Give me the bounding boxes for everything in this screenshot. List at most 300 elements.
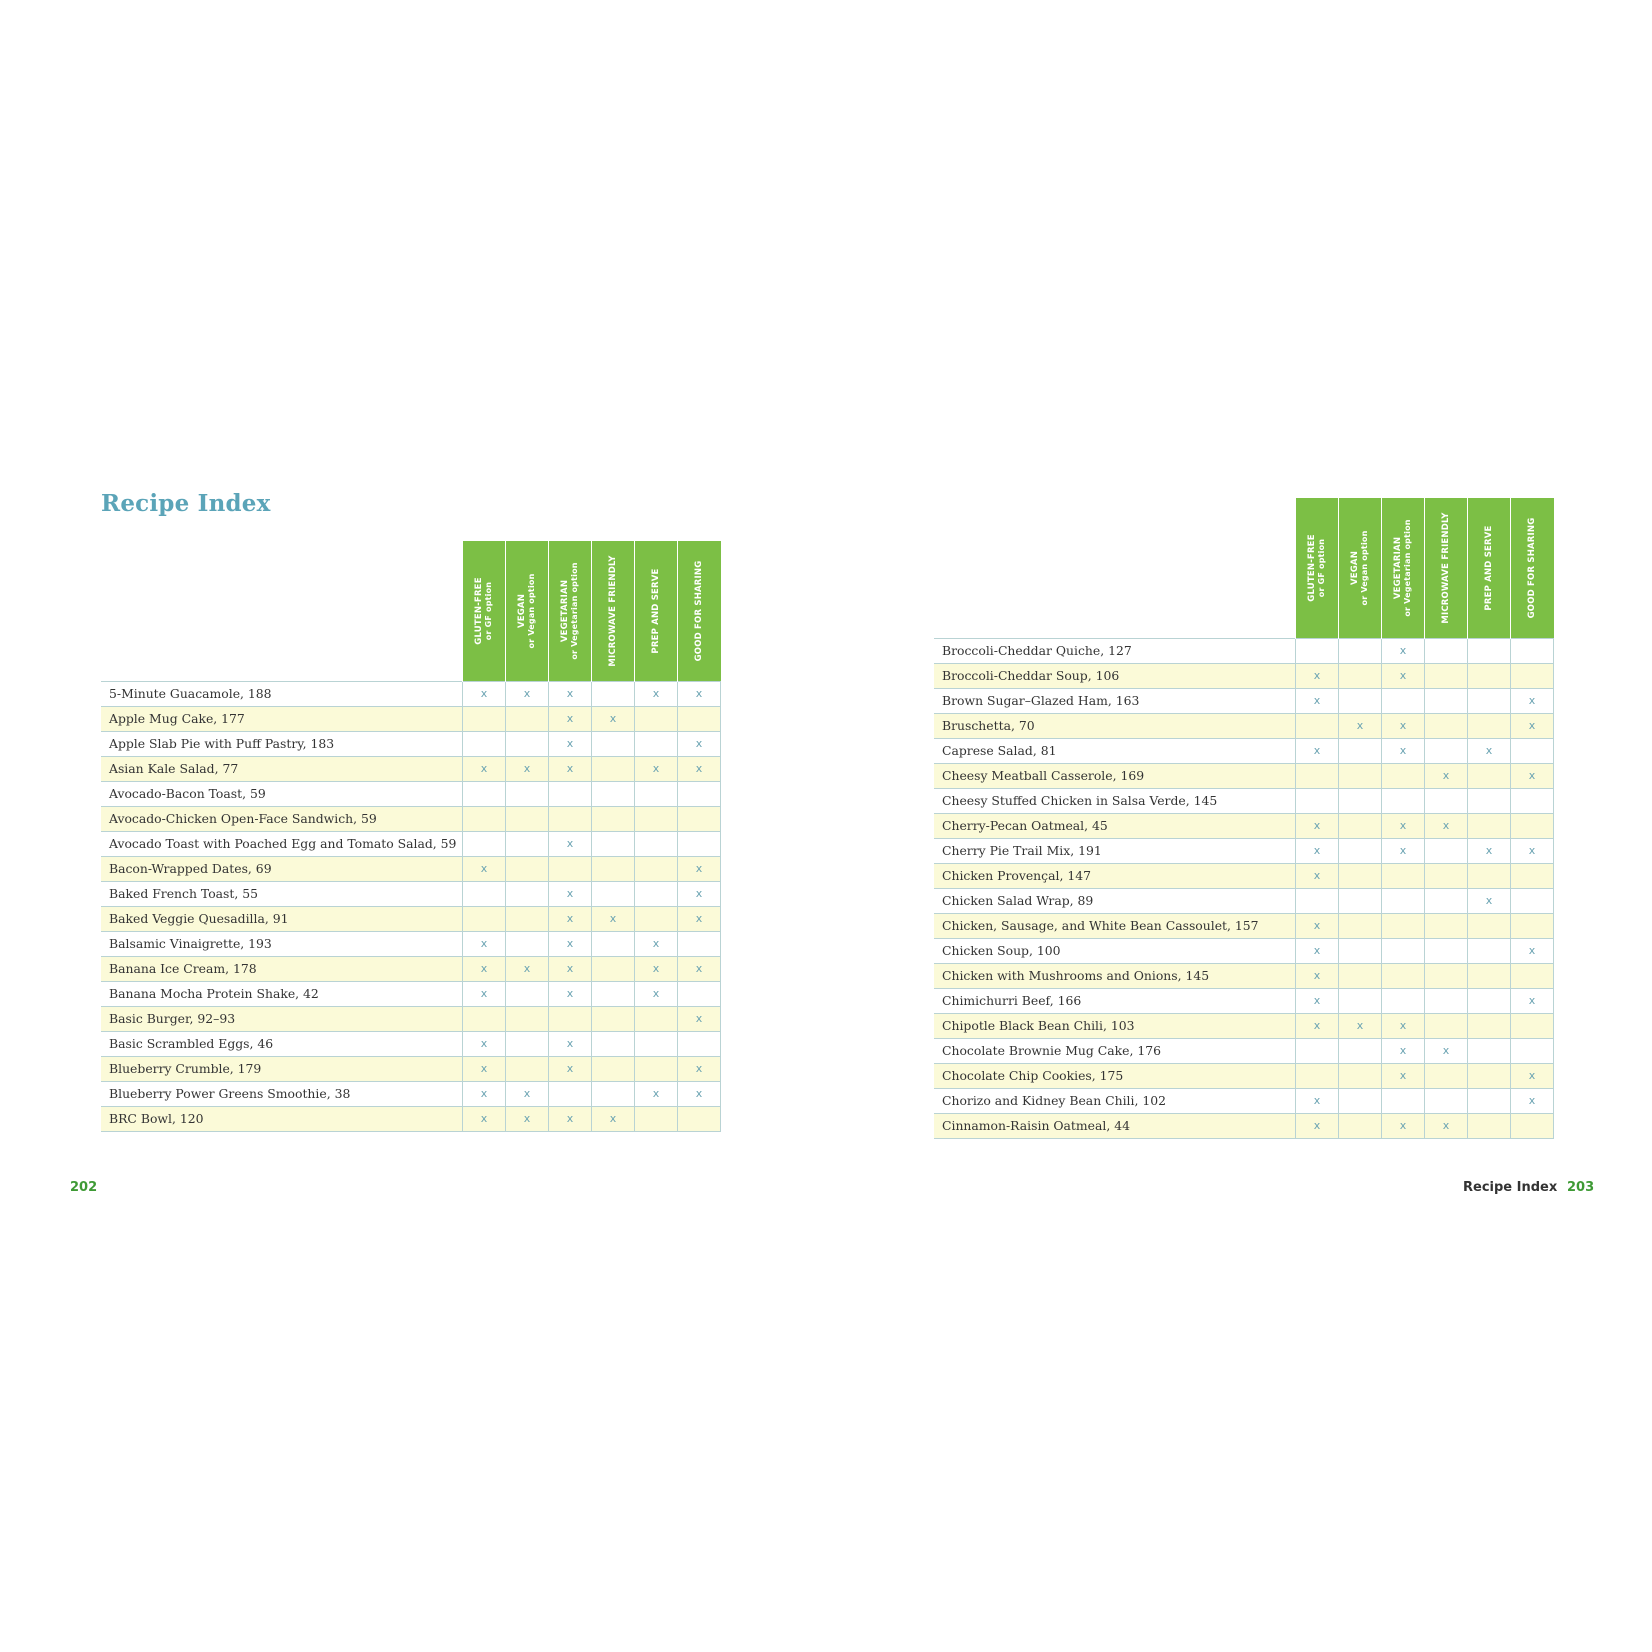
check-mark: x	[1399, 844, 1407, 857]
table-header	[934, 498, 1554, 639]
mark-cell	[463, 707, 506, 732]
mark-cell	[506, 732, 549, 757]
mark-cell	[1339, 889, 1382, 914]
column-header-prep-and-serve	[635, 541, 678, 682]
check-mark: x	[566, 1037, 574, 1050]
mark-cell	[463, 857, 506, 882]
mark-cell	[1468, 989, 1511, 1014]
mark-cell	[1425, 639, 1468, 664]
mark-cell	[1468, 839, 1511, 864]
check-mark: x	[695, 1012, 703, 1025]
mark-cell	[1425, 1064, 1468, 1089]
mark-cell	[549, 1032, 592, 1057]
check-mark: x	[480, 762, 488, 775]
check-mark: x	[652, 962, 660, 975]
mark-cell	[1511, 689, 1554, 714]
mark-cell	[1511, 639, 1554, 664]
column-sublabel: or Vegan option	[527, 573, 536, 649]
mark-cell	[1425, 739, 1468, 764]
mark-cell	[678, 707, 721, 732]
mark-cell	[463, 932, 506, 957]
mark-cell	[1382, 989, 1425, 1014]
mark-cell	[592, 1082, 635, 1107]
mark-cell	[1425, 839, 1468, 864]
check-mark: x	[566, 887, 574, 900]
mark-cell	[549, 732, 592, 757]
mark-cell	[592, 882, 635, 907]
mark-cell	[635, 707, 678, 732]
column-header-good-for-sharing	[1511, 498, 1554, 639]
check-mark: x	[523, 762, 531, 775]
check-mark: x	[1528, 944, 1536, 957]
table-row	[934, 914, 1554, 939]
recipe-name: Bruschetta, 70	[934, 714, 1296, 739]
check-mark: x	[480, 862, 488, 875]
check-mark: x	[480, 987, 488, 1000]
mark-cell	[1511, 914, 1554, 939]
check-mark: x	[566, 737, 574, 750]
running-head: Recipe Index	[1463, 1180, 1558, 1195]
check-mark: x	[480, 1037, 488, 1050]
column-header-vegetarian	[549, 541, 592, 682]
mark-cell	[549, 932, 592, 957]
mark-cell	[463, 1082, 506, 1107]
check-mark: x	[695, 912, 703, 925]
check-mark: x	[695, 1087, 703, 1100]
recipe-name: Baked French Toast, 55	[101, 882, 463, 907]
column-label: PREP AND SERVE	[651, 568, 661, 654]
mark-cell	[592, 857, 635, 882]
mark-cell	[1296, 664, 1339, 689]
mark-cell	[463, 907, 506, 932]
mark-cell	[549, 832, 592, 857]
mark-cell	[549, 757, 592, 782]
mark-cell	[549, 1107, 592, 1132]
table-row	[101, 782, 721, 807]
mark-cell	[635, 732, 678, 757]
mark-cell	[1468, 914, 1511, 939]
mark-cell	[463, 1032, 506, 1057]
check-mark: x	[652, 762, 660, 775]
check-mark: x	[566, 912, 574, 925]
mark-cell	[592, 1007, 635, 1032]
mark-cell	[549, 882, 592, 907]
mark-cell	[1511, 864, 1554, 889]
check-mark: x	[1313, 969, 1321, 982]
mark-cell	[592, 957, 635, 982]
table-row	[934, 789, 1554, 814]
recipe-name: Avocado-Chicken Open-Face Sandwich, 59	[101, 807, 463, 832]
column-sublabel: or GF option	[484, 581, 493, 641]
mark-cell	[549, 782, 592, 807]
mark-cell	[1382, 914, 1425, 939]
mark-cell	[1296, 1039, 1339, 1064]
check-mark: x	[1485, 844, 1493, 857]
mark-cell	[1425, 714, 1468, 739]
mark-cell	[678, 982, 721, 1007]
mark-cell	[1511, 664, 1554, 689]
mark-cell	[506, 807, 549, 832]
mark-cell	[1468, 939, 1511, 964]
mark-cell	[506, 1107, 549, 1132]
mark-cell	[506, 832, 549, 857]
mark-cell	[592, 807, 635, 832]
mark-cell	[1339, 839, 1382, 864]
mark-cell	[506, 1007, 549, 1032]
check-mark: x	[1442, 819, 1450, 832]
mark-cell	[1382, 639, 1425, 664]
check-mark: x	[1399, 719, 1407, 732]
recipe-index-table-left	[101, 541, 721, 1132]
recipe-name: Bacon-Wrapped Dates, 69	[101, 857, 463, 882]
mark-cell	[635, 982, 678, 1007]
table-row	[934, 664, 1554, 689]
mark-cell	[463, 1107, 506, 1132]
mark-cell	[1296, 839, 1339, 864]
table-row	[934, 1014, 1554, 1039]
mark-cell	[506, 682, 549, 707]
mark-cell	[592, 757, 635, 782]
mark-cell	[463, 732, 506, 757]
mark-cell	[1339, 964, 1382, 989]
mark-cell	[1468, 689, 1511, 714]
mark-cell	[635, 782, 678, 807]
mark-cell	[506, 707, 549, 732]
page-title: Recipe Index	[101, 490, 271, 517]
mark-cell	[1425, 814, 1468, 839]
mark-cell	[678, 782, 721, 807]
recipe-name: Chipotle Black Bean Chili, 103	[934, 1014, 1296, 1039]
mark-cell	[1296, 1014, 1339, 1039]
table-row	[934, 764, 1554, 789]
check-mark: x	[1313, 869, 1321, 882]
mark-cell	[1382, 1039, 1425, 1064]
mark-cell	[506, 757, 549, 782]
table-row	[934, 1089, 1554, 1114]
recipe-name: Baked Veggie Quesadilla, 91	[101, 907, 463, 932]
check-mark: x	[480, 937, 488, 950]
mark-cell	[1339, 664, 1382, 689]
check-mark: x	[480, 687, 488, 700]
mark-cell	[1296, 814, 1339, 839]
column-label: GOOD FOR SHARING	[1527, 517, 1538, 619]
mark-cell	[635, 932, 678, 957]
column-label: VEGETARIAN	[560, 579, 570, 643]
column-header-vegan	[506, 541, 549, 682]
mark-cell	[592, 832, 635, 857]
mark-cell	[592, 732, 635, 757]
check-mark: x	[1313, 669, 1321, 682]
table-row	[934, 964, 1554, 989]
check-mark: x	[1313, 919, 1321, 932]
mark-cell	[635, 1032, 678, 1057]
column-label: MICROWAVE FRIENDLY	[1441, 512, 1451, 624]
mark-cell	[592, 932, 635, 957]
mark-cell	[1339, 1039, 1382, 1064]
table-row	[934, 1064, 1554, 1089]
mark-cell	[463, 757, 506, 782]
check-mark: x	[1313, 1119, 1321, 1132]
mark-cell	[1339, 789, 1382, 814]
recipe-name: Broccoli-Cheddar Quiche, 127	[934, 639, 1296, 664]
check-mark: x	[1528, 844, 1536, 857]
mark-cell	[1296, 689, 1339, 714]
check-mark: x	[1528, 769, 1536, 782]
mark-cell	[1296, 789, 1339, 814]
mark-cell	[1511, 1114, 1554, 1139]
check-mark: x	[1313, 819, 1321, 832]
mark-cell	[592, 707, 635, 732]
recipe-name: Avocado-Bacon Toast, 59	[101, 782, 463, 807]
mark-cell	[1425, 1114, 1468, 1139]
table-row	[101, 1082, 721, 1107]
mark-cell	[1468, 889, 1511, 914]
mark-cell	[678, 1007, 721, 1032]
column-label: MICROWAVE FRIENDLY	[608, 555, 618, 667]
recipe-name: Caprese Salad, 81	[934, 739, 1296, 764]
recipe-name: Cherry-Pecan Oatmeal, 45	[934, 814, 1296, 839]
mark-cell	[463, 882, 506, 907]
check-mark: x	[1485, 894, 1493, 907]
table-row	[101, 757, 721, 782]
mark-cell	[1468, 639, 1511, 664]
mark-cell	[1296, 989, 1339, 1014]
mark-cell	[1425, 1014, 1468, 1039]
mark-cell	[592, 1057, 635, 1082]
mark-cell	[1468, 1089, 1511, 1114]
mark-cell	[463, 957, 506, 982]
check-mark: x	[523, 687, 531, 700]
check-mark: x	[1442, 769, 1450, 782]
mark-cell	[1511, 964, 1554, 989]
column-header-vegetarian	[1382, 498, 1425, 639]
mark-cell	[549, 1007, 592, 1032]
mark-cell	[1339, 864, 1382, 889]
mark-cell	[635, 857, 678, 882]
mark-cell	[1425, 914, 1468, 939]
recipe-name: Cherry Pie Trail Mix, 191	[934, 839, 1296, 864]
recipe-name: Banana Ice Cream, 178	[101, 957, 463, 982]
mark-cell	[678, 832, 721, 857]
mark-cell	[1468, 1114, 1511, 1139]
check-mark: x	[1399, 1069, 1407, 1082]
column-label: PREP AND SERVE	[1484, 525, 1494, 611]
mark-cell	[1511, 789, 1554, 814]
table-body	[934, 639, 1554, 1139]
check-mark: x	[1528, 1094, 1536, 1107]
recipe-name: Cinnamon-Raisin Oatmeal, 44	[934, 1114, 1296, 1139]
check-mark: x	[1313, 1094, 1321, 1107]
recipe-name: Chicken with Mushrooms and Onions, 145	[934, 964, 1296, 989]
mark-cell	[1468, 739, 1511, 764]
recipe-name: Chocolate Brownie Mug Cake, 176	[934, 1039, 1296, 1064]
mark-cell	[1468, 1014, 1511, 1039]
mark-cell	[549, 682, 592, 707]
table-row	[101, 1007, 721, 1032]
recipe-name: Cheesy Stuffed Chicken in Salsa Verde, 145	[934, 789, 1296, 814]
check-mark: x	[1399, 644, 1407, 657]
mark-cell	[635, 1082, 678, 1107]
table-header	[101, 541, 721, 682]
check-mark: x	[609, 912, 617, 925]
table-row	[934, 739, 1554, 764]
recipe-name: Blueberry Power Greens Smoothie, 38	[101, 1082, 463, 1107]
mark-cell	[1382, 1014, 1425, 1039]
mark-cell	[678, 882, 721, 907]
check-mark: x	[566, 937, 574, 950]
mark-cell	[1468, 1039, 1511, 1064]
mark-cell	[678, 1107, 721, 1132]
mark-cell	[1468, 664, 1511, 689]
table-row	[101, 707, 721, 732]
column-header-gluten-free	[1296, 498, 1339, 639]
mark-cell	[1296, 964, 1339, 989]
mark-cell	[1339, 739, 1382, 764]
mark-cell	[1425, 664, 1468, 689]
mark-cell	[635, 1057, 678, 1082]
table-row	[101, 682, 721, 707]
table-row	[934, 864, 1554, 889]
mark-cell	[1425, 939, 1468, 964]
recipe-name: BRC Bowl, 120	[101, 1107, 463, 1132]
mark-cell	[1425, 989, 1468, 1014]
check-mark: x	[1399, 1119, 1407, 1132]
mark-cell	[1511, 1064, 1554, 1089]
mark-cell	[1382, 789, 1425, 814]
recipe-name: Chimichurri Beef, 166	[934, 989, 1296, 1014]
mark-cell	[678, 732, 721, 757]
mark-cell	[549, 857, 592, 882]
mark-cell	[1296, 639, 1339, 664]
table-row	[101, 832, 721, 857]
recipe-name: Balsamic Vinaigrette, 193	[101, 932, 463, 957]
table-row	[101, 982, 721, 1007]
recipe-name: Apple Mug Cake, 177	[101, 707, 463, 732]
mark-cell	[1296, 889, 1339, 914]
check-mark: x	[1313, 744, 1321, 757]
mark-cell	[592, 982, 635, 1007]
mark-cell	[1296, 764, 1339, 789]
table-row	[101, 907, 721, 932]
recipe-name: Broccoli-Cheddar Soup, 106	[934, 664, 1296, 689]
check-mark: x	[1399, 744, 1407, 757]
check-mark: x	[1399, 819, 1407, 832]
mark-cell	[1425, 689, 1468, 714]
mark-cell	[678, 857, 721, 882]
check-mark: x	[695, 862, 703, 875]
check-mark: x	[652, 987, 660, 1000]
column-sublabel: or GF option	[1317, 538, 1326, 598]
recipe-name: Apple Slab Pie with Puff Pastry, 183	[101, 732, 463, 757]
check-mark: x	[695, 962, 703, 975]
mark-cell	[1339, 639, 1382, 664]
mark-cell	[1511, 1089, 1554, 1114]
recipe-name: Cheesy Meatball Casserole, 169	[934, 764, 1296, 789]
mark-cell	[549, 957, 592, 982]
mark-cell	[1425, 764, 1468, 789]
mark-cell	[635, 907, 678, 932]
check-mark: x	[566, 712, 574, 725]
mark-cell	[1511, 939, 1554, 964]
mark-cell	[1339, 814, 1382, 839]
column-header-good-for-sharing	[678, 541, 721, 682]
check-mark: x	[566, 837, 574, 850]
mark-cell	[678, 757, 721, 782]
mark-cell	[1511, 989, 1554, 1014]
mark-cell	[1382, 764, 1425, 789]
mark-cell	[549, 982, 592, 1007]
check-mark: x	[1399, 669, 1407, 682]
mark-cell	[506, 857, 549, 882]
table-row	[101, 1057, 721, 1082]
mark-cell	[463, 782, 506, 807]
table-row	[934, 1114, 1554, 1139]
check-mark: x	[652, 937, 660, 950]
column-label: GOOD FOR SHARING	[694, 560, 705, 662]
mark-cell	[1468, 789, 1511, 814]
mark-cell	[506, 1032, 549, 1057]
mark-cell	[1382, 739, 1425, 764]
table-row	[934, 839, 1554, 864]
check-mark: x	[1399, 1019, 1407, 1032]
mark-cell	[592, 782, 635, 807]
recipe-name: Brown Sugar–Glazed Ham, 163	[934, 689, 1296, 714]
check-mark: x	[566, 687, 574, 700]
column-label: GLUTEN-FREE	[1307, 534, 1317, 602]
mark-cell	[1339, 939, 1382, 964]
mark-cell	[635, 882, 678, 907]
column-label: VEGAN	[517, 593, 527, 629]
mark-cell	[463, 1057, 506, 1082]
recipe-index-table-right	[934, 498, 1554, 1139]
mark-cell	[678, 682, 721, 707]
mark-cell	[635, 807, 678, 832]
column-header-microwave-friendly	[592, 541, 635, 682]
mark-cell	[463, 682, 506, 707]
table-row	[101, 882, 721, 907]
check-mark: x	[1528, 994, 1536, 1007]
check-mark: x	[480, 1062, 488, 1075]
mark-cell	[635, 1007, 678, 1032]
table-row	[934, 814, 1554, 839]
check-mark: x	[695, 887, 703, 900]
mark-cell	[1511, 814, 1554, 839]
check-mark: x	[480, 1112, 488, 1125]
mark-cell	[1468, 814, 1511, 839]
check-mark: x	[480, 962, 488, 975]
table-row	[934, 989, 1554, 1014]
column-header-microwave-friendly	[1425, 498, 1468, 639]
mark-cell	[1382, 839, 1425, 864]
recipe-name: Chicken Provençal, 147	[934, 864, 1296, 889]
check-mark: x	[566, 987, 574, 1000]
check-mark: x	[1528, 1069, 1536, 1082]
mark-cell	[1382, 939, 1425, 964]
table-row	[101, 957, 721, 982]
mark-cell	[1382, 964, 1425, 989]
column-header-gluten-free	[463, 541, 506, 682]
mark-cell	[1339, 714, 1382, 739]
mark-cell	[592, 1032, 635, 1057]
mark-cell	[678, 907, 721, 932]
mark-cell	[549, 907, 592, 932]
check-mark: x	[609, 1112, 617, 1125]
mark-cell	[506, 907, 549, 932]
column-sublabel: or Vegetarian option	[570, 562, 579, 660]
mark-cell	[1382, 714, 1425, 739]
check-mark: x	[566, 762, 574, 775]
recipe-name: Chicken Soup, 100	[934, 939, 1296, 964]
